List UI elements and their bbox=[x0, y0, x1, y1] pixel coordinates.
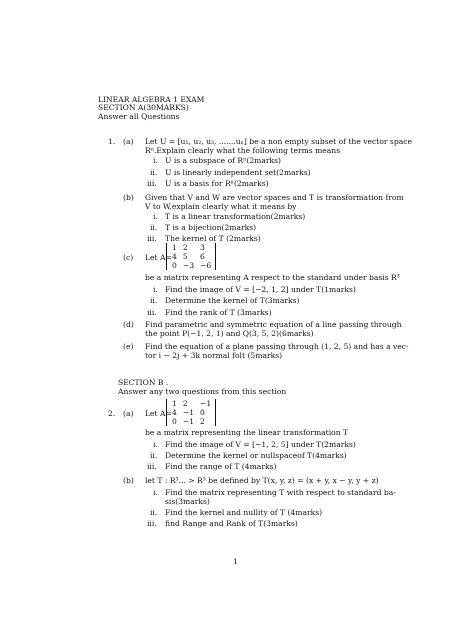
q1d-text-line-2: the point P(−1, 2, 1) and Q(3, 5, 2)(6marks) bbox=[145, 329, 314, 338]
q1b-text-line-1: Given that V and W are vector spaces and T is transformation from bbox=[145, 193, 404, 202]
q2b-item-2-text: Find the kernel and nullity of T (4marks) bbox=[165, 508, 323, 517]
matrix-cell: −6 bbox=[200, 261, 212, 270]
page-number: 1 bbox=[233, 557, 238, 566]
q1c-label: (c) bbox=[123, 253, 134, 262]
question-1-number: 1. bbox=[108, 137, 116, 146]
matrix-cell: −1 bbox=[182, 408, 195, 417]
q1b-item-2-text: T is a bijection(2marks) bbox=[165, 223, 257, 232]
q1b-item-1-text: T is a linear transformation(2marks) bbox=[165, 212, 306, 221]
matrix-cell: 0 bbox=[172, 261, 177, 270]
q1a-item-3-text: U is a basis for Rⁿ(2marks) bbox=[165, 179, 269, 188]
matrix-cell: 1 bbox=[172, 243, 177, 252]
q2b-item-1-text: Find the matrix representing T with respect to standard ba- bbox=[165, 488, 396, 497]
matrix-cell: 5 bbox=[182, 252, 188, 261]
q1b-item-3-number: iii. bbox=[147, 234, 157, 243]
q1a-item-1-number: i. bbox=[153, 156, 158, 165]
q2b-text-line-1: let T : R³... > R³ be defined by T(x, y, z) = (x + y, x − y, y + z) bbox=[145, 476, 379, 485]
q1a-text-line-2: Rⁿ.Explain clearly what the following terms means bbox=[145, 146, 341, 155]
q1b-text-line-2: V to W,explain clearly what it means by bbox=[145, 202, 297, 211]
q2b-item-3-text: find Range and Rank of T(3marks) bbox=[165, 519, 298, 528]
q2a-item-1-number: i. bbox=[153, 440, 158, 449]
q2a-item-3-number: iii. bbox=[147, 462, 157, 471]
q1e-label: (e) bbox=[123, 342, 134, 351]
q2b-label: (b) bbox=[123, 476, 134, 485]
q1b-item-3-text: The kernel of T (2marks) bbox=[165, 234, 261, 243]
q1c-item-3-number: iii. bbox=[147, 308, 157, 317]
q2a-item-2-text: Determine the kernel or nullspaceof T(4marks) bbox=[165, 451, 347, 460]
q1c-prefix: Let A= bbox=[145, 253, 172, 262]
matrix-row bbox=[169, 408, 214, 417]
q2a-item-2-number: ii. bbox=[150, 451, 158, 460]
q2a-item-3-text: Find the range of T (4marks) bbox=[165, 462, 277, 471]
matrix-cell: 0 bbox=[172, 417, 177, 426]
q1a-item-1-text: U is a subspace of Rⁿ(2marks) bbox=[165, 156, 282, 165]
matrix-cell: 4 bbox=[172, 408, 177, 417]
q1a-text-line-1: Let U = [u₁, u₂, u₃, .......uₙ] be a non empty subset of the vector space bbox=[145, 137, 412, 146]
q1a-label: (a) bbox=[123, 137, 134, 146]
q1b-item-1-number: i. bbox=[153, 212, 158, 221]
matrix-cell: 1 bbox=[172, 399, 177, 408]
matrix-row bbox=[169, 399, 214, 408]
matrix-cell: 3 bbox=[200, 243, 205, 252]
q2a-prefix: Let A= bbox=[145, 409, 172, 418]
section-a-instruction: Answer all Questions bbox=[98, 112, 180, 121]
section-b-instruction: Answer any two questions from this section bbox=[118, 387, 287, 396]
q1a-item-3-number: iii. bbox=[147, 179, 157, 188]
q1c-after-text: be a matrix representing A respect to the standard under basis R³ bbox=[145, 273, 400, 282]
q1c-matrix bbox=[166, 243, 216, 270]
matrix-cell: 6 bbox=[200, 252, 205, 261]
q2a-item-1-text: Find the image of V = [−1, 2, 5] under T(2marks) bbox=[165, 440, 356, 449]
q2a-after-text: be a matrix representing the linear transformation T bbox=[145, 428, 349, 437]
q1d-text-line-1: Find parametric and symmetric equation of a line passing through bbox=[145, 320, 402, 329]
q1c-item-2-number: ii. bbox=[150, 296, 158, 305]
exam-title: LINEAR ALGEBRA 1 EXAM bbox=[98, 95, 205, 104]
q1b-item-2-number: ii. bbox=[150, 223, 158, 232]
question-2-number: 2. bbox=[108, 409, 116, 418]
q2b-item-3-number: iii. bbox=[147, 519, 157, 528]
matrix-cell: 4 bbox=[172, 252, 177, 261]
matrix-cell: 0 bbox=[200, 408, 205, 417]
section-b-heading: SECTION B . bbox=[118, 378, 169, 387]
q1a-item-2-number: ii. bbox=[150, 168, 158, 177]
matrix-cell: 2 bbox=[200, 417, 205, 426]
matrix-row bbox=[169, 417, 214, 426]
matrix-cell: −1 bbox=[182, 417, 195, 426]
q1c-item-3-text: Find the rank of T (3marks) bbox=[165, 308, 272, 317]
q1b-label: (b) bbox=[123, 193, 134, 202]
q2b-item-2-number: ii. bbox=[150, 508, 158, 517]
q1a-item-2-text: U is linearly independent set(2marks) bbox=[165, 168, 311, 177]
q1e-text-line-2: tor i − 2j + 3k normal folt (5marks) bbox=[145, 351, 283, 360]
q1c-item-1-number: i. bbox=[153, 285, 158, 294]
q2b-item-1-text-cont: sis(3marks) bbox=[165, 497, 210, 506]
q2a-label: (a) bbox=[123, 409, 134, 418]
matrix-row bbox=[169, 243, 214, 252]
matrix-row bbox=[169, 261, 214, 270]
matrix-cell: −1 bbox=[200, 399, 212, 408]
matrix-cell: −3 bbox=[182, 261, 195, 270]
q2b-item-1-number: i. bbox=[153, 488, 158, 497]
q1e-text-line-1: Find the equation of a plane passing through (1, 2, 5) and has a vec- bbox=[145, 342, 409, 351]
section-a-heading: SECTION A(30MARKS) bbox=[98, 103, 189, 112]
matrix-row bbox=[169, 252, 214, 261]
matrix-cell: 2 bbox=[182, 399, 188, 408]
q1c-item-2-text: Determine the kernel of T(3marks) bbox=[165, 296, 300, 305]
q2a-matrix bbox=[166, 399, 216, 426]
matrix-cell: 2 bbox=[182, 243, 188, 252]
q1d-label: (d) bbox=[123, 320, 134, 329]
q1c-item-1-text: Find the image of V = [−2, 1, 2] under T(1marks) bbox=[165, 285, 356, 294]
